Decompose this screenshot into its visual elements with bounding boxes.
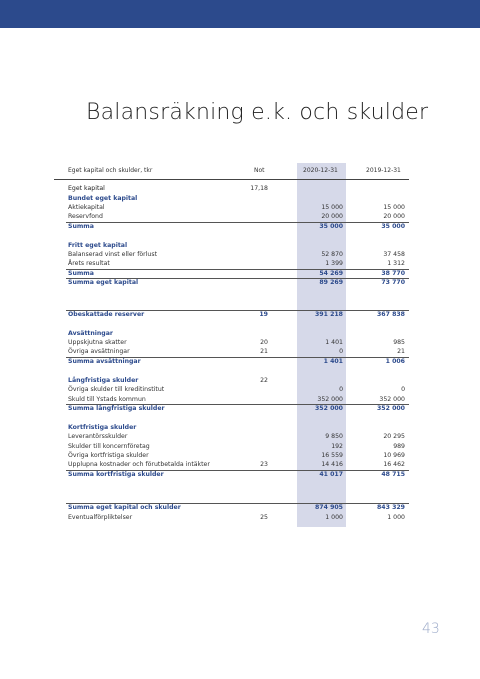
table-row	[0, 212, 480, 221]
table-row	[0, 451, 480, 460]
row-note: 17,18	[250, 185, 268, 192]
row-value-2020: 89 269	[319, 279, 343, 286]
table-row	[0, 385, 480, 394]
row-value-2020: 15 000	[321, 204, 343, 211]
row-label: Summa	[68, 223, 94, 230]
row-value-2019: 1 000	[387, 514, 405, 521]
row-value-2020: 20 000	[321, 213, 343, 220]
table-row	[0, 194, 480, 203]
row-value-2020: 352 000	[315, 405, 343, 412]
row-label: Eventualförpliktelser	[68, 514, 133, 521]
table-row	[0, 250, 480, 259]
table-header-2019: 2019-12-31	[366, 167, 401, 174]
row-value-2019: 10 969	[383, 452, 405, 459]
row-value-2019: 37 458	[383, 251, 405, 258]
table-header-label: Eget kapital och skulder, tkr	[68, 167, 153, 174]
top-brand-bar	[0, 0, 480, 28]
row-note: 25	[260, 514, 268, 521]
table-row	[0, 404, 480, 413]
row-value-2020: 0	[339, 348, 343, 355]
page-number: 43	[422, 621, 440, 637]
row-value-2020: 52 870	[321, 251, 343, 258]
table-row	[0, 269, 480, 278]
row-label: Summa eget kapital	[68, 279, 139, 286]
row-label: Reservfond	[68, 213, 103, 220]
row-note: 22	[260, 377, 268, 384]
row-value-2020: 1 399	[325, 260, 343, 267]
row-value-2019: 38 770	[381, 270, 405, 277]
table-header-2020: 2020-12-31	[303, 167, 338, 174]
table-row	[0, 503, 480, 512]
row-value-2019: 48 715	[381, 471, 405, 478]
table-row	[0, 432, 480, 441]
row-value-2019: 1 006	[385, 358, 405, 365]
table-row	[0, 184, 480, 193]
table-row	[0, 376, 480, 385]
table-row	[0, 423, 480, 432]
table-row	[0, 442, 480, 451]
table-row	[0, 278, 480, 287]
row-value-2020: 352 000	[317, 396, 343, 403]
row-value-2019: 15 000	[383, 204, 405, 211]
page-title: Balansräkning e.k. och skulder	[86, 100, 429, 125]
row-label: Fritt eget kapital	[68, 242, 128, 249]
row-label: Summa kortfristiga skulder	[68, 471, 164, 478]
row-value-2019: 985	[393, 339, 405, 346]
row-label: Balanserad vinst eller förlust	[68, 251, 158, 258]
row-value-2020: 1 401	[323, 358, 343, 365]
row-label: Kortfristiga skulder	[68, 424, 137, 431]
row-value-2019: 20 000	[383, 213, 405, 220]
row-label: Bundet eget kapital	[68, 195, 138, 202]
row-value-2020: 0	[339, 386, 343, 393]
row-note: 19	[259, 311, 268, 318]
table-row	[0, 310, 480, 319]
row-label: Summa långfristiga skulder	[68, 405, 165, 412]
row-label: Summa avsättningar	[68, 358, 141, 365]
row-label: Uppskjutna skatter	[68, 339, 127, 346]
table-row	[0, 241, 480, 250]
row-value-2020: 1 000	[325, 514, 343, 521]
row-value-2020: 35 000	[319, 223, 343, 230]
row-value-2020: 391 218	[315, 311, 343, 318]
row-value-2019: 16 462	[383, 461, 405, 468]
row-label: Skulder till koncernföretag	[68, 443, 150, 450]
row-value-2019: 989	[393, 443, 405, 450]
row-note: 23	[260, 461, 268, 468]
row-label: Leverantörsskulder	[68, 433, 128, 440]
row-label: Årets resultat	[68, 260, 110, 267]
row-value-2020: 16 559	[321, 452, 343, 459]
table-row	[0, 470, 480, 479]
header-divider	[54, 179, 409, 180]
row-value-2019: 35 000	[381, 223, 405, 230]
table-row	[0, 347, 480, 356]
row-value-2019: 843 329	[377, 504, 405, 511]
table-row	[0, 395, 480, 404]
table-row	[0, 513, 480, 522]
row-value-2020: 14 416	[321, 461, 343, 468]
row-value-2020: 9 850	[325, 433, 343, 440]
row-label: Eget kapital	[68, 185, 105, 192]
row-note: 20	[260, 339, 268, 346]
row-value-2020: 874 905	[315, 504, 343, 511]
row-label: Övriga skulder till kreditinstitut	[68, 386, 165, 393]
table-row	[0, 460, 480, 469]
row-value-2019: 21	[397, 348, 405, 355]
table-row	[0, 338, 480, 347]
row-label: Övriga kortfristiga skulder	[68, 452, 149, 459]
row-label: Summa	[68, 270, 94, 277]
row-label: Obeskattade reserver	[68, 311, 145, 318]
row-label: Upplupna kostnader och förutbetalda intäkter	[68, 461, 210, 468]
row-value-2019: 20 295	[383, 433, 405, 440]
row-value-2019: 367 838	[377, 311, 405, 318]
row-label: Övriga avsättningar	[68, 348, 130, 355]
row-value-2019: 352 000	[379, 396, 405, 403]
row-value-2019: 352 000	[377, 405, 405, 412]
row-value-2020: 1 401	[325, 339, 343, 346]
table-header-note: Not	[254, 167, 265, 174]
row-label: Långfristiga skulder	[68, 377, 139, 384]
row-value-2020: 54 269	[319, 270, 343, 277]
row-label: Aktiekapital	[68, 204, 105, 211]
table-row	[0, 357, 480, 366]
row-label: Avsättningar	[68, 330, 113, 337]
row-value-2019: 1 312	[387, 260, 405, 267]
row-label: Skuld till Ystads kommun	[68, 396, 146, 403]
row-value-2019: 0	[401, 386, 405, 393]
row-value-2020: 192	[331, 443, 343, 450]
table-row	[0, 259, 480, 268]
row-value-2019: 73 770	[381, 279, 405, 286]
row-label: Summa eget kapital och skulder	[68, 504, 181, 511]
row-value-2020: 41 017	[319, 471, 343, 478]
row-note: 21	[260, 348, 268, 355]
table-row	[0, 329, 480, 338]
table-row	[0, 222, 480, 231]
table-row	[0, 203, 480, 212]
